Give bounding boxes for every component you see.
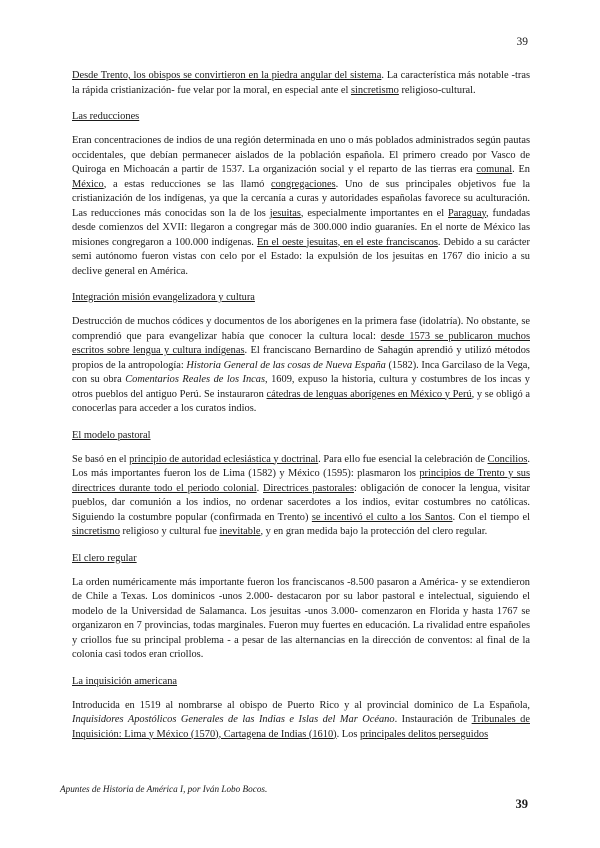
paragraph-integracion [72, 315, 530, 417]
underlined-span: comunal [476, 164, 513, 175]
underlined-span: jesuitas [269, 207, 301, 219]
text-span: . Debido a su carácter semi autónomo fueron vistas con celo por el Estado: la expulsión de los jesuitas en 1767 dio inicio a su declive general en América. [72, 236, 530, 277]
text-span: Eran concentraciones de indios de una región determinada en uno o más poblados administrados según pautas occidentales, que debían permanecer aislados de la población española. El primero creado por Vasco de Quiroga en Michoacán a partir de 1537. La organización social y el reparto de las tierras era [72, 135, 530, 175]
underlined-span: Concilios [487, 453, 528, 465]
heading-modelo-pastoral: El modelo pastoral [72, 429, 151, 441]
text-span: . En [512, 164, 531, 175]
text-span: . [256, 482, 264, 494]
underlined-span: Tribunales de Inquisición: Lima y México (1570), Cartagena de Indias (1610) [72, 714, 530, 740]
text-span: Introducida en 1519 al nombrarse al obispo de Puerto Rico y al provincial dominico de La Española, [72, 699, 530, 711]
text-span: . Con el tiempo el [452, 511, 530, 523]
text-span: . Uno de sus principales objetivos fue la cristianización de los indígenas, ya que la cercanía a curas y autoridades españolas favorece su aculturación. Las reducciones más conocidas son la de los [72, 178, 531, 219]
paragraph-reducciones [72, 134, 530, 279]
intro-underlined-1: Desde Trento, los obispos se convirtieron en la piedra angular del sistema [72, 70, 382, 81]
intro-text-2: . La característica más notable -tras la rápida cristianización- fue velar por la moral, en especial ante el [72, 70, 530, 96]
italic-span: Comentarios Reales de los Incas [125, 374, 266, 385]
italic-span: Historia General de las cosas de Nueva España [186, 359, 386, 371]
document-body [72, 69, 530, 742]
text-span: , especialmente importantes en el [300, 207, 449, 219]
page-number-bottom: 39 [515, 797, 528, 811]
underlined-span: principios de Trento y sus directrices durante todo el periodo colonial [72, 468, 530, 494]
text-span: . Para ello fue esencial la celebración de [318, 453, 488, 465]
underlined-span: principales delitos perseguidos [360, 728, 489, 740]
underlined-span: principio de autoridad eclesiástica y doctrinal [129, 453, 319, 465]
text-span: , 1609, expuso la historia, cultura y costumbres de los incas y otros pueblos del antiguo Perú. Se instauraron [72, 374, 530, 400]
italic-span: Inquisidores Apostólicos Generales de las Indias e Islas del Mar Océano [72, 714, 395, 725]
underlined-span: cátedras de lenguas aborígenes en México y Perú [266, 388, 472, 400]
underlined-span: congregaciones [271, 178, 336, 190]
heading-reducciones: Las reducciones [72, 111, 140, 122]
footer-note: Apuntes de Historia de América I, por Iván Lobo Bocos. [60, 784, 268, 794]
text-span: . Instauración de [394, 714, 472, 725]
underlined-span: Directrices pastorales [263, 482, 354, 494]
text-span: , y en gran medida bajo la protección del clero regular. [260, 526, 488, 537]
heading-integracion: Integración misión evangelizadora y cultura [72, 292, 255, 303]
text-span: , fundadas desde comienzos del XVII: llegaron a congregar más de 300.000 indio guaraníes. En el norte de México las misiones congregaron a 100.000 indígenas. [72, 207, 530, 248]
intro-text-4: religioso-cultural. [398, 84, 476, 96]
text-span: . Los [336, 728, 360, 740]
text-span: (1582). Inca Garcilaso de la Vega, con su obra [72, 359, 531, 385]
underlined-span: se incentivó el culto a los Santos [311, 511, 453, 523]
underlined-span: sincretismo [72, 526, 120, 537]
heading-clero-regular: El clero regular [72, 552, 137, 564]
page-number-top: 39 [516, 36, 528, 48]
underlined-span: inevitable [219, 526, 261, 537]
text-span: . Los más importantes fueron los de Lima (1582) y México (1595): plasmaron los [72, 453, 530, 479]
text-span: Se basó en el [72, 453, 130, 465]
text-span: Destrucción de muchos códices y documentos de los aborígenes en la primera fase (idolatría). No obstante, se comprendió que para evangelizar había que conocer la cultura local: [72, 316, 530, 342]
text-span: . El franciscano Bernardino de Sahagún aprendió y utilizó métodos propios de la antropología: [72, 345, 530, 371]
paragraph-modelo-pastoral [72, 453, 530, 540]
intro-paragraph [72, 69, 530, 98]
paragraph-clero-regular: La orden numéricamente más importante fueron los franciscanos -8.500 pasaron a América- y se extendieron de Chile a Texas. Los dominicos -unos 2.000- destacaron por su labor pastoral e intelectual, siguiendo el modelo de la Universidad de Salamanca. Los jesuitas -unos 3.000- comenzaron en Florida y hasta 1767 se organizaron en 7 provincias, todas marginales. Fueron muy fuertes en educación. La rivalidad entre españoles y criollos fue su principal problema - a pesar de las alternancias en la dirección de conventos: al final de la colonia casi todos eran criollos. [72, 576, 530, 660]
underlined-span: En el oeste jesuitas, en el este franciscanos [256, 236, 438, 248]
underlined-span: Paraguay [448, 207, 487, 219]
text-span: : obligación de conocer la lengua, visitar pueblos, dar comunión a los indios, no ordenar sacerdotes a los indios, evitar costumbres no católicas. Siguiendo la costumbre popular (confirmada en Trento) [72, 482, 530, 523]
text-span: religioso y cultural fue [119, 526, 220, 537]
heading-inquisicion: La inquisición americana [72, 675, 178, 687]
underlined-span: México [72, 178, 104, 190]
paragraph-inquisicion [72, 699, 530, 743]
text-span: , a estas reducciones se las llamó [103, 178, 271, 190]
intro-underlined-3: sincretismo [350, 84, 399, 96]
text-span: , y se obligó a conocerlas para acceder a los curatos indios. [72, 388, 530, 414]
underlined-span: desde 1573 se publicaron muchos escritos sobre lengua y cultura indígenas [72, 330, 530, 356]
